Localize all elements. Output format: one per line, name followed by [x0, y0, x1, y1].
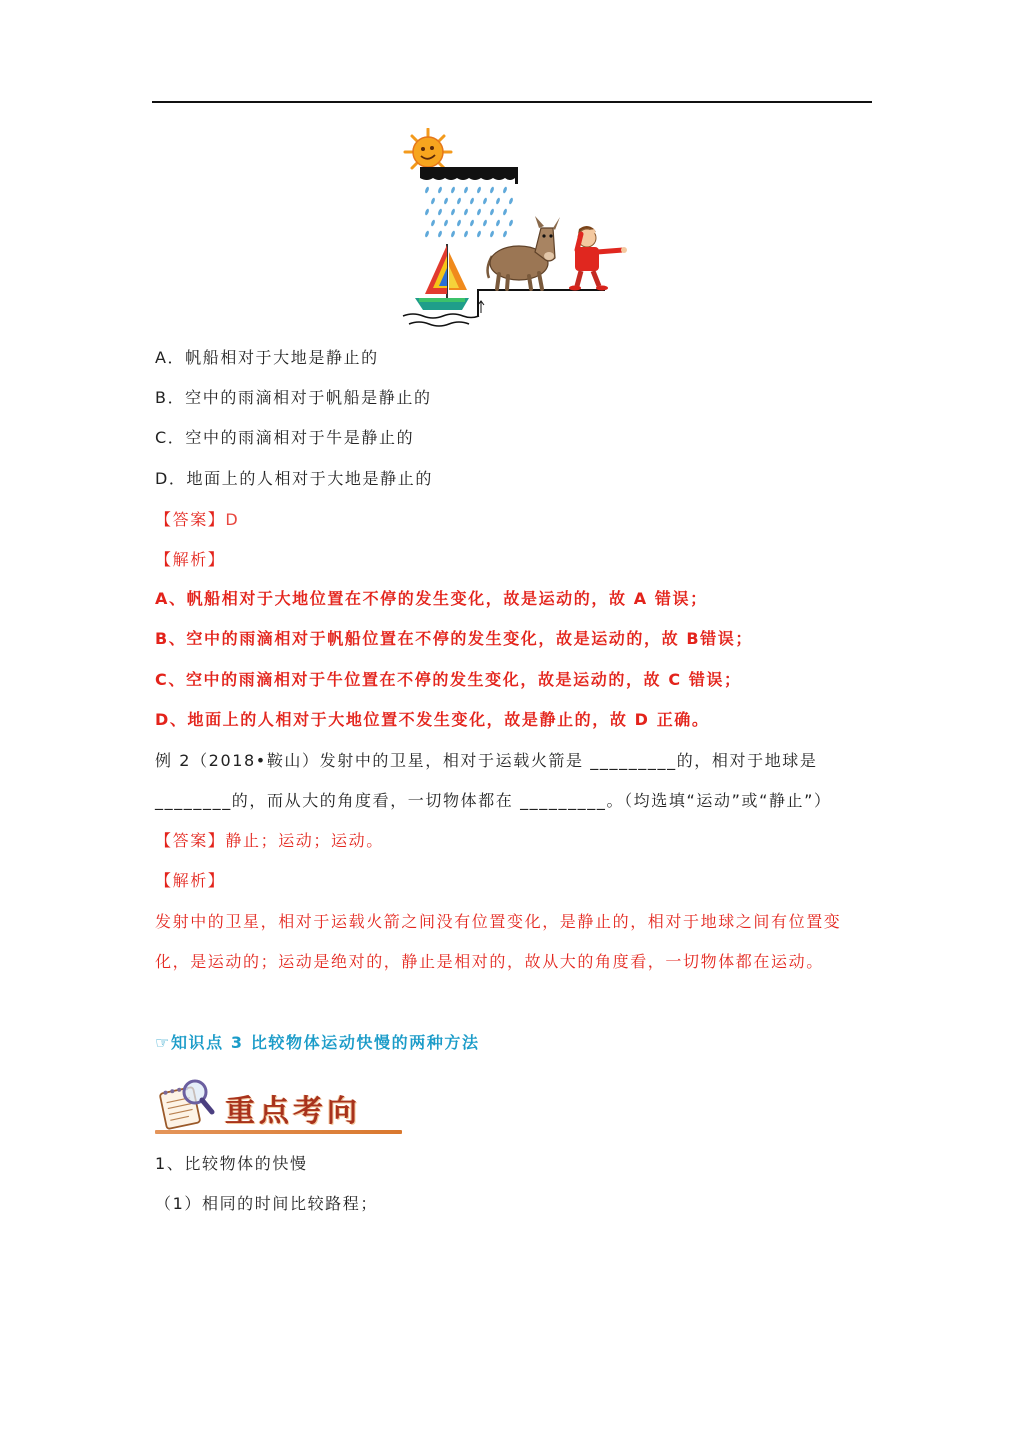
ground — [478, 290, 605, 316]
raindrop — [476, 186, 481, 193]
analysis-line-c: C、空中的雨滴相对于牛位置在不停的发生变化，故是运动的，故 C 错误； — [155, 670, 742, 689]
raindrop — [437, 186, 442, 193]
answer-label: 【答案】 — [155, 831, 226, 850]
analysis-label: 【解析】 — [155, 550, 226, 569]
banner-underline — [155, 1130, 402, 1134]
boy — [569, 226, 627, 291]
analysis-line-d: D、地面上的人相对于大地位置不发生变化，故是静止的，故 D 正确。 — [155, 710, 710, 729]
raindrop — [450, 208, 455, 215]
rain-cloud — [420, 167, 518, 184]
water-waves — [403, 314, 479, 326]
raindrop — [430, 197, 435, 204]
raindrop — [502, 230, 507, 237]
option-a: A．帆船相对于大地是静止的 — [155, 348, 379, 367]
raindrop — [443, 197, 448, 204]
raindrop — [424, 208, 429, 215]
answer-1 — [155, 509, 239, 531]
analysis-2-line-1: 发射中的卫星，相对于运载火箭之间没有位置变化，是静止的，相对于地球之间有位置变 — [155, 912, 842, 931]
analysis-label: 【解析】 — [155, 871, 226, 890]
raindrop — [508, 219, 513, 226]
raindrop — [495, 219, 500, 226]
magnifier-notebook-icon — [157, 1076, 215, 1130]
raindrops — [424, 186, 513, 237]
raindrop — [424, 186, 429, 193]
raindrop — [476, 208, 481, 215]
raindrop — [463, 230, 468, 237]
answer-2 — [155, 830, 384, 852]
raindrop — [463, 208, 468, 215]
section-heading: 1、比较物体的快慢 — [155, 1154, 308, 1173]
key-direction-banner — [155, 1076, 405, 1138]
banner-title: 重点考向 — [225, 1094, 361, 1129]
raindrop — [489, 208, 494, 215]
option-c: C．空中的雨滴相对于牛是静止的 — [155, 428, 415, 447]
raindrop — [482, 197, 487, 204]
raindrop — [469, 219, 474, 226]
raindrop — [489, 186, 494, 193]
analysis-line-a: A、帆船相对于大地位置在不停的发生变化，故是运动的，故 A 错误； — [155, 589, 708, 608]
knowledge-point-heading: ☞知识点 3 比较物体运动快慢的两种方法 — [155, 1033, 480, 1052]
answer-value: D — [225, 510, 240, 529]
analysis-2-line-2: 化，是运动的；运动是绝对的，静止是相对的，故从大的角度看，一切物体都在运动。 — [155, 952, 824, 971]
raindrop — [495, 197, 500, 204]
raindrop — [489, 230, 494, 237]
raindrop — [463, 186, 468, 193]
raindrop — [456, 197, 461, 204]
raindrop — [437, 230, 442, 237]
raindrop — [450, 186, 455, 193]
raindrop — [476, 230, 481, 237]
option-d: D．地面上的人相对于大地是静止的 — [155, 469, 433, 488]
raindrop — [502, 208, 507, 215]
raindrop — [502, 186, 507, 193]
raindrop — [437, 208, 442, 215]
header-rule — [152, 101, 872, 103]
example-2-line-1: 例 2（2018•鞍山）发射中的卫星，相对于运载火箭是 _________的，相对于地球是 — [155, 751, 818, 770]
analysis-line-b: B、空中的雨滴相对于帆船位置在不停的发生变化，故是运动的，故 B错误； — [155, 629, 753, 648]
raindrop — [508, 197, 513, 204]
raindrop — [456, 219, 461, 226]
answer-label: 【答案】 — [155, 510, 226, 529]
sailboat — [415, 244, 469, 310]
option-b: B．空中的雨滴相对于帆船是静止的 — [155, 388, 432, 407]
raindrop — [482, 219, 487, 226]
example-2-line-2: ________的，而从大的角度看，一切物体都在 _________。（均选填“运动”或“静止”） — [155, 791, 832, 810]
answer-value: 静止；运动；运动。 — [225, 831, 384, 850]
motion-illustration — [395, 128, 630, 333]
raindrop — [469, 197, 474, 204]
raindrop — [424, 230, 429, 237]
raindrop — [450, 230, 455, 237]
cow — [488, 216, 560, 289]
section-item-1: （1）相同的时间比较路程； — [155, 1194, 378, 1213]
raindrop — [430, 219, 435, 226]
raindrop — [443, 219, 448, 226]
